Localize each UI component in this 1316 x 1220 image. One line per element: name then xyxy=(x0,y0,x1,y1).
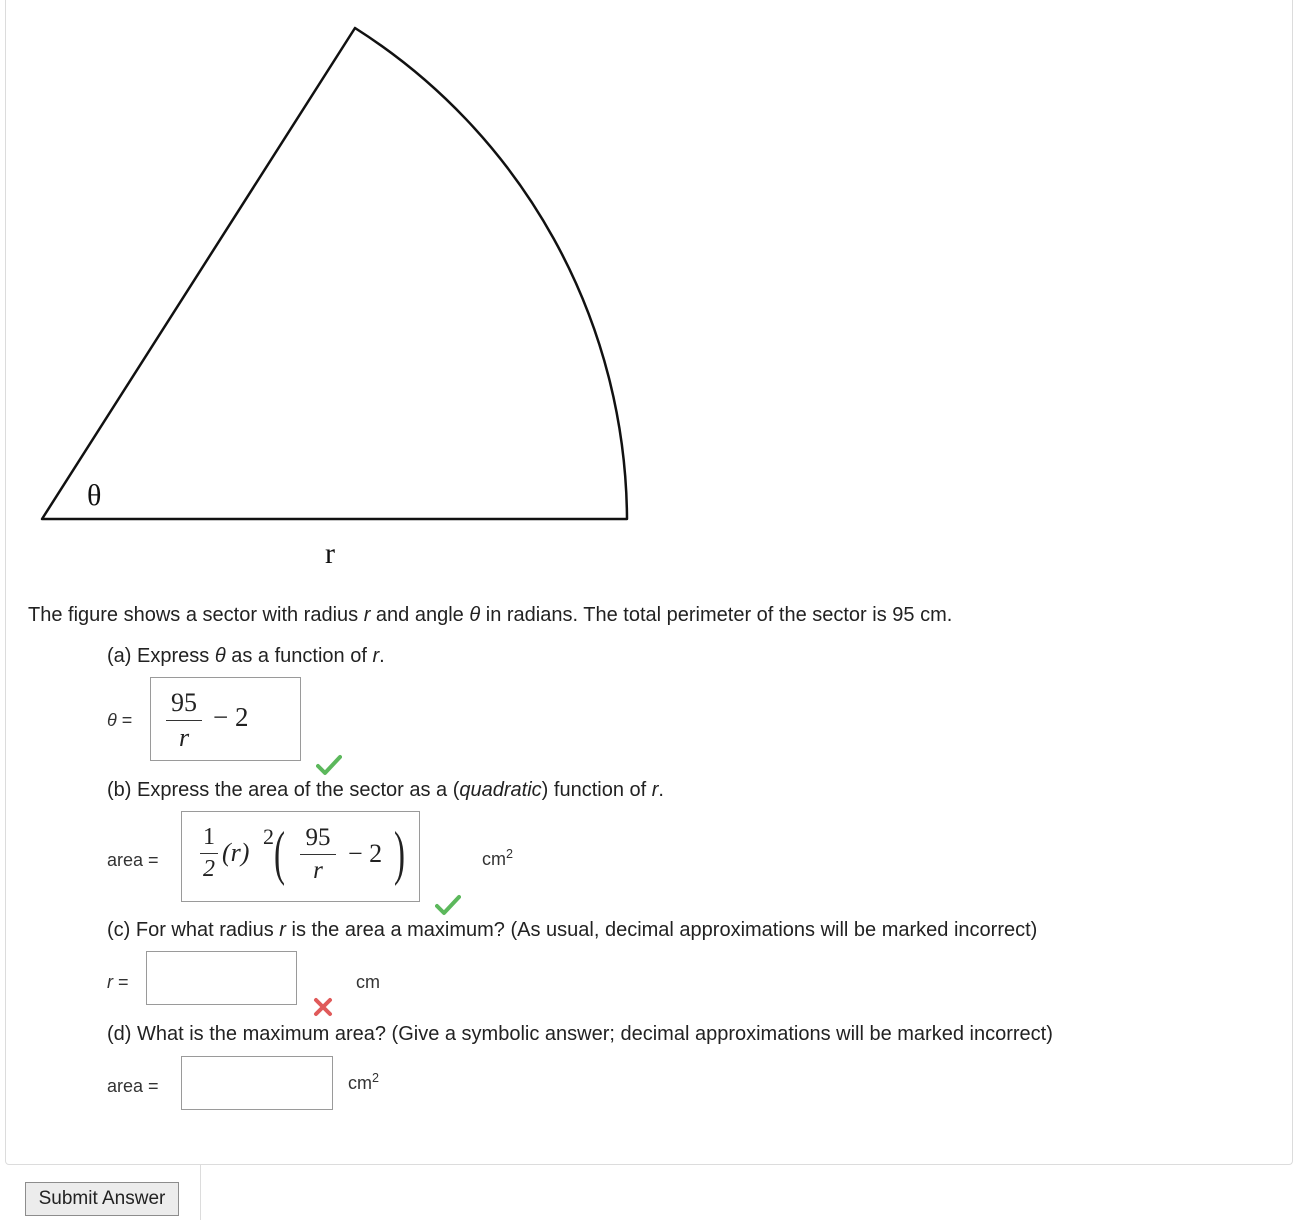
sector-outline xyxy=(42,28,627,519)
area-tail: − 2 xyxy=(348,839,383,868)
problem-statement: The figure shows a sector with radius r and angle θ in radians. The total perimeter of the sector is 95 cm. xyxy=(28,604,953,626)
part-c-prompt: (c) For what radius r is the area a maximum? (As usual, decimal approximations will be marked incorrect) xyxy=(107,919,1038,941)
radius-answer-label: r = xyxy=(107,972,129,992)
half-fraction: 1 2 xyxy=(200,824,218,883)
max-area-label: area = xyxy=(107,1076,159,1096)
submit-answer-button[interactable]: Submit Answer xyxy=(25,1182,179,1216)
radius-label: r xyxy=(325,537,335,570)
area-answer-field[interactable] xyxy=(181,811,420,902)
angle-label: θ xyxy=(87,479,102,512)
part-a-prompt: (a) Express θ as a function of r. xyxy=(107,645,385,667)
theta-answer-label: θ = xyxy=(107,710,133,730)
x-icon xyxy=(312,996,334,1018)
sector-figure xyxy=(0,0,700,580)
area-answer-label: area = xyxy=(107,850,159,870)
part-b-prompt: (b) Express the area of the sector as a (quadratic) function of r. xyxy=(107,779,664,801)
radius-answer-input[interactable] xyxy=(146,951,297,1005)
theta-fraction: 95 r xyxy=(166,688,202,753)
right-paren: ) xyxy=(394,820,405,886)
max-area-input[interactable] xyxy=(181,1056,333,1110)
area-inner-fraction: 95 r xyxy=(300,824,336,885)
left-paren: ( xyxy=(274,820,285,886)
max-area-unit: $cm^2$ xyxy=(348,1071,380,1093)
area-unit: $cm^2$ xyxy=(482,847,514,869)
theta-tail: − 2 xyxy=(213,702,249,732)
r-group: (r) xyxy=(222,838,250,867)
check-icon xyxy=(435,894,461,916)
theta-answer-field[interactable] xyxy=(150,677,301,761)
check-icon xyxy=(316,754,342,776)
r-exponent: 2 xyxy=(263,824,274,849)
radius-unit: cm xyxy=(356,972,380,992)
part-d-prompt: (d) What is the maximum area? (Give a symbolic answer; decimal approximations will be marked incorrect) xyxy=(107,1023,1053,1045)
